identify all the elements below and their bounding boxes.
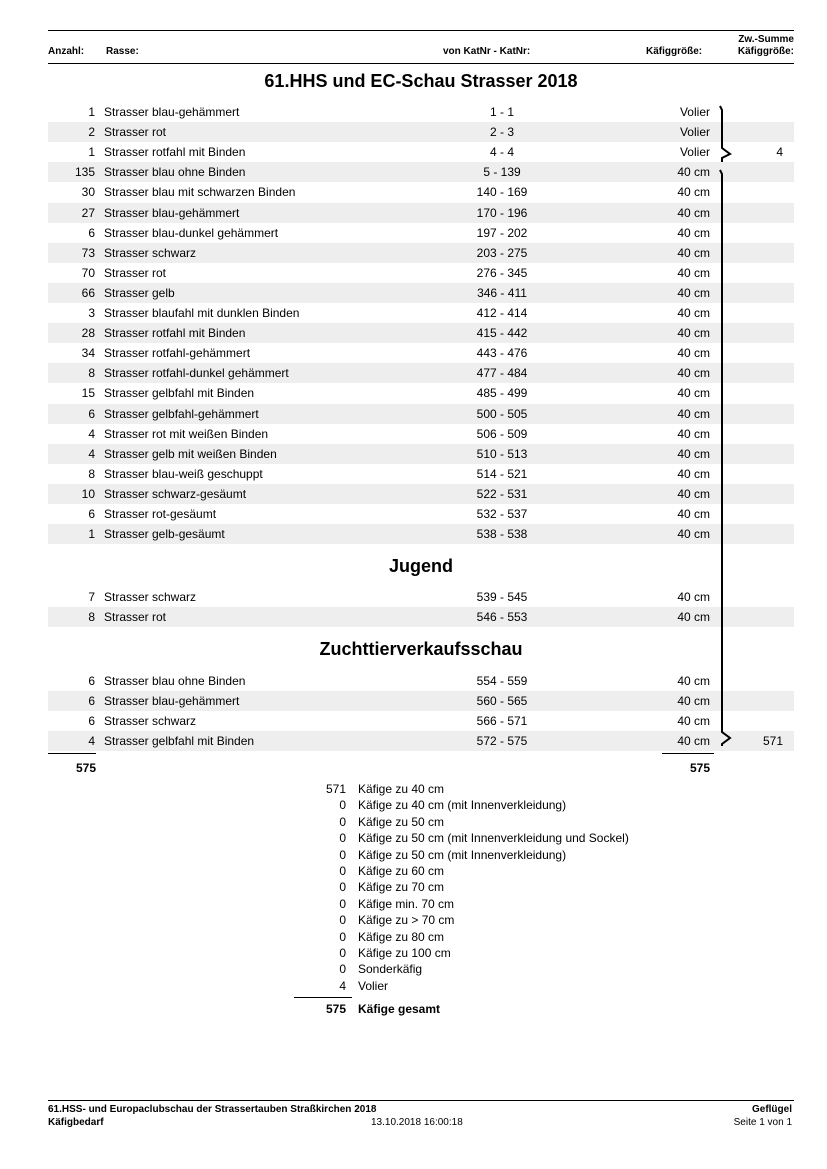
summary-label: Käfige zu 100 cm [358,946,451,960]
bracket-volier [720,106,730,162]
table-row [48,243,794,263]
row-catalog-range: 510 - 513 [476,446,528,461]
col-rasse: Rasse: [106,46,139,57]
row-cage-size: 40 cm [677,346,710,361]
row-cage-size: 40 cm [677,674,710,688]
row-cage-size: 40 cm [677,466,710,481]
row-breed: Strasser blau-gehämmert [104,694,240,709]
row-subtotal: 571 [762,734,783,749]
summary-label: Käfige zu > 70 cm [358,913,455,928]
footer-subtitle: Käfigbedarf [48,1117,104,1128]
row-count: 4 [88,426,95,441]
summary-count: 0 [339,896,346,911]
row-cage-size: 40 cm [677,245,710,260]
summary-label: Käfige zu 60 cm [358,864,445,878]
row-cage-size: 40 cm [677,714,710,729]
table-row [48,323,794,343]
row-breed: Strasser blau-gehämmert [104,105,240,119]
row-cage-size: 40 cm [677,734,710,749]
table-row [48,343,794,363]
cage-total: 575 [689,761,710,775]
summary-row [290,864,690,880]
table-row [48,671,794,691]
row-count: 15 [81,386,95,401]
row-breed: Strasser schwarz [104,590,197,604]
row-count: 135 [74,165,95,180]
table-row [48,484,794,504]
row-cage-size: 40 cm [677,366,710,381]
table-row [48,444,794,464]
row-cage-size: 40 cm [677,185,710,200]
row-count: 27 [81,205,95,220]
row-cage-size: 40 cm [677,306,710,320]
row-catalog-range: 560 - 565 [476,694,528,709]
summary-row [290,913,690,929]
row-count: 6 [88,674,95,688]
table-row [48,587,794,607]
table-row [48,731,794,751]
table-row [48,711,794,731]
row-catalog-range: 572 - 575 [476,734,528,749]
row-cage-size: 40 cm [677,527,710,542]
table-row [48,524,794,544]
row-count: 4 [88,446,95,461]
summary-row [290,946,690,962]
row-breed: Strasser rot mit weißen Binden [104,426,269,441]
row-count: 6 [88,714,95,729]
row-catalog-range: 412 - 414 [476,306,528,320]
row-cage-size: 40 cm [677,265,710,280]
table-row [48,102,794,122]
row-catalog-range: 1 - 1 [489,105,514,119]
row-catalog-range: 4 - 4 [489,145,514,160]
summary-row [290,782,690,798]
row-breed: Strasser schwarz-gesäumt [104,486,247,501]
row-count: 1 [88,527,95,542]
summary-count: 0 [339,847,346,862]
row-catalog-range: 203 - 275 [476,245,528,260]
row-catalog-range: 546 - 553 [476,610,528,625]
row-cage-size: Volier [679,145,710,160]
row-count: 2 [88,125,95,140]
row-breed: Strasser gelbfahl mit Binden [104,386,255,401]
table-row [48,383,794,403]
row-catalog-range: 140 - 169 [476,185,528,200]
row-breed: Strasser gelb [104,285,175,300]
row-breed: Strasser rotfahl-gehämmert [104,346,251,361]
summary-label: Käfige zu 80 cm [358,929,445,944]
summary-row [290,979,690,995]
summary-label: Käfige zu 40 cm (mit Innenverkleidung) [358,798,567,813]
summary-label: Käfige zu 50 cm (mit Innenverkleidung) [358,847,567,862]
row-cage-size: 40 cm [677,165,710,180]
row-breed: Strasser schwarz [104,714,197,729]
row-count: 1 [88,145,95,160]
table-row [48,162,794,182]
row-count: 8 [88,466,95,481]
table-row [48,691,794,711]
col-zwsumme-1: Zw.-Summe [738,34,794,45]
table-row [48,263,794,283]
row-catalog-range: 477 - 484 [476,366,528,381]
col-zwsumme-2: Käfiggröße: [737,46,794,57]
row-cage-size: 40 cm [677,386,710,401]
table-row [48,122,794,142]
row-count: 8 [88,366,95,381]
summary-label: Sonderkäfig [358,962,423,977]
row-cage-size: 40 cm [677,205,710,220]
footer-page: Seite 1 von 1 [733,1117,792,1128]
table-row [48,203,794,223]
summary-row [290,897,690,913]
summary-count: 0 [339,929,346,944]
row-cage-size: Volier [679,125,710,140]
row-breed: Strasser rot [104,610,167,625]
table-row [48,223,794,243]
summary-count: 0 [339,831,346,846]
summary-label: Käfige min. 70 cm [358,896,455,911]
row-catalog-range: 539 - 545 [476,590,528,604]
row-catalog-range: 566 - 571 [476,714,528,729]
row-count: 8 [88,610,95,625]
row-catalog-range: 538 - 538 [476,527,528,542]
row-catalog-range: 197 - 202 [476,225,528,240]
row-count: 4 [88,734,95,749]
footer-title: 61.HSS- und Europaclubschau der Strassertauben Straßkirchen 2018 [48,1104,377,1115]
summary-row [290,798,690,814]
row-cage-size: 40 cm [677,426,710,441]
summary-count: 0 [339,913,346,928]
summary-row [290,962,690,978]
row-count: 10 [81,486,95,501]
count-total: 575 [75,761,96,775]
footer-datetime: 13.10.2018 16:00:18 [371,1117,463,1128]
row-breed: Strasser gelbfahl-gehämmert [104,406,259,421]
row-breed: Strasser blau-dunkel gehämmert [104,225,279,240]
row-breed: Strasser blau-gehämmert [104,205,240,220]
row-catalog-range: 2 - 3 [489,125,514,140]
row-cage-size: 40 cm [677,610,710,625]
summary-label: Volier [358,978,389,993]
cage-total-line [662,753,714,754]
count-total-line [48,753,96,754]
summary-label: Käfige zu 50 cm (mit Innenverkleidung und Sockel) [358,831,629,846]
row-breed: Strasser gelbfahl mit Binden [104,734,255,749]
row-count: 3 [88,306,95,320]
table-row [48,464,794,484]
row-count: 6 [88,225,95,240]
table-row [48,303,794,323]
table-row [48,607,794,627]
summary-count: 0 [339,814,346,829]
row-count: 6 [88,507,95,521]
row-catalog-range: 5 - 139 [483,165,521,180]
row-catalog-range: 415 - 442 [476,326,528,341]
row-breed: Strasser blau-weiß geschuppt [104,466,263,481]
summary-count: 0 [339,798,346,813]
row-count: 66 [81,285,95,300]
summary-total-label: Käfige gesamt [358,1002,441,1016]
summary-count: 4 [339,978,346,993]
summary-label: Käfige zu 70 cm [358,880,445,895]
summary-row [290,848,690,864]
row-catalog-range: 276 - 345 [476,265,528,280]
row-breed: Strasser gelb mit weißen Binden [104,446,277,461]
summary-total-count: 575 [325,1002,346,1016]
summary-count: 0 [339,864,346,878]
row-count: 34 [81,346,95,361]
row-count: 70 [81,265,95,280]
row-breed: Strasser rot [104,265,167,280]
row-cage-size: 40 cm [677,225,710,240]
section-title-zuchttier: Zuchttierverkaufsschau [319,639,523,659]
row-cage-size: 40 cm [677,326,710,341]
table-row [48,404,794,424]
row-count: 7 [88,590,95,604]
summary-total [290,1002,690,1018]
row-breed: Strasser blau mit schwarzen Binden [104,185,296,200]
row-breed: Strasser rot [104,125,167,140]
table-row [48,142,794,162]
row-breed: Strasser rotfahl mit Binden [104,326,246,341]
summary-label: Käfige zu 40 cm [358,782,445,796]
row-catalog-range: 532 - 537 [476,507,528,521]
table-row [48,283,794,303]
section-title-jugend: Jugend [388,556,453,576]
col-katnr: von KatNr - KatNr: [443,46,531,57]
summary-count: 571 [325,782,346,796]
row-catalog-range: 500 - 505 [476,406,528,421]
subtotal-brackets [700,100,750,760]
row-catalog-range: 485 - 499 [476,386,528,401]
row-count: 73 [81,245,95,260]
table-row [48,363,794,383]
row-catalog-range: 443 - 476 [476,346,528,361]
table-row [48,424,794,444]
row-catalog-range: 346 - 411 [477,285,527,300]
row-cage-size: 40 cm [677,446,710,461]
row-cage-size: Volier [679,105,710,119]
row-cage-size: 40 cm [677,406,710,421]
row-breed: Strasser blaufahl mit dunklen Binden [104,306,300,320]
row-breed: Strasser gelb-gesäumt [104,527,225,542]
row-breed: Strasser blau ohne Binden [104,165,246,180]
row-count: 30 [81,185,95,200]
summary-row [290,880,690,896]
row-cage-size: 40 cm [677,285,710,300]
col-anzahl: Anzahl: [48,46,85,57]
table-row [48,182,794,202]
summary-total-line [294,997,352,998]
column-header [48,30,794,64]
row-catalog-range: 554 - 559 [476,674,528,688]
row-catalog-range: 506 - 509 [476,426,528,441]
row-cage-size: 40 cm [677,590,710,604]
summary-count: 0 [339,962,346,977]
summary-count: 0 [339,946,346,960]
row-count: 28 [81,326,95,341]
summary-count: 0 [339,880,346,895]
row-catalog-range: 514 - 521 [476,466,528,481]
row-count: 6 [88,406,95,421]
footer-category: Geflügel [751,1104,792,1115]
col-kaefiggroesse: Käfiggröße: [646,46,703,57]
row-breed: Strasser blau ohne Binden [104,674,246,688]
row-count: 1 [88,105,95,119]
summary-row [290,831,690,847]
row-count: 6 [88,694,95,709]
row-breed: Strasser rot-gesäumt [104,507,217,521]
summary-label: Käfige zu 50 cm [358,814,445,829]
bracket-40cm [720,170,730,746]
row-breed: Strasser rotfahl-dunkel gehämmert [104,366,289,381]
row-breed: Strasser rotfahl mit Binden [104,145,246,160]
row-catalog-range: 170 - 196 [476,205,528,220]
row-breed: Strasser schwarz [104,245,197,260]
summary-row [290,815,690,831]
row-cage-size: 40 cm [677,507,710,521]
section-title-main: 61.HHS und EC-Schau Strasser 2018 [264,71,578,91]
row-catalog-range: 522 - 531 [476,486,528,501]
row-cage-size: 40 cm [677,486,710,501]
table-row [48,504,794,524]
row-subtotal: 4 [776,145,783,160]
page-footer [48,1100,794,1135]
summary-row [290,930,690,946]
row-cage-size: 40 cm [677,694,710,709]
